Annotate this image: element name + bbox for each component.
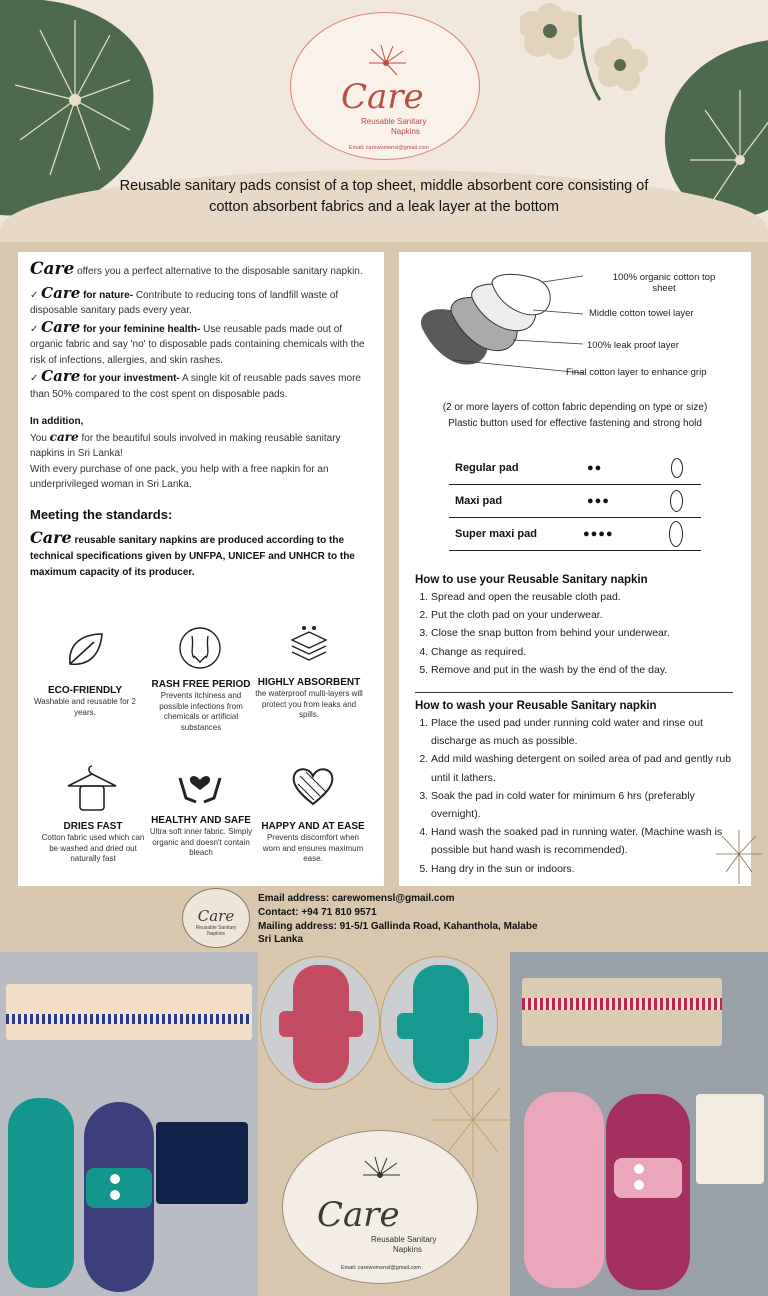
pad-name: Maxi pad (455, 495, 503, 507)
list-item: 4. Hand wash the soaked pad in running water. (Machine wash is possible but hand wash is recommended). (431, 823, 747, 859)
list-item: 1. Spread and open the reusable cloth pad. (431, 588, 737, 606)
addition-text-1: for the beautiful souls involved in making reusable sanitary napkins in Sri Lanka! (30, 432, 341, 459)
wash-heading: How to wash your Reusable Sanitary napkin (415, 700, 657, 712)
feature-desc: Ultra soft inner fabric. Simply organic and doesn't contain bleach (149, 827, 253, 857)
snap-button (110, 1190, 120, 1200)
standards-body: reusable sanitary napkins are produced according to the technical specifications given by UNFPA, UNICEF and UNHCR to the maximum capacity of its producer. (30, 535, 355, 578)
pad-shape-icon (670, 490, 683, 512)
benefit-item: ✓ Care for your feminine health- Use reusable pads made out of organic fabric and say 'no' to disposable pads containing chemicals with the risk of infections, allergies, and skin rashes. (30, 317, 365, 366)
feature-title: RASH FREE PERIOD (151, 679, 251, 690)
heart-icon (290, 764, 336, 806)
how-to-wash-section (415, 700, 747, 878)
feature-desc: the waterproof multi-layers will protect you from leaks and spills. (255, 689, 363, 719)
pad-drops: ●●●● (583, 528, 614, 540)
feature-eco-friendly (30, 684, 140, 718)
pad-name: Regular pad (455, 462, 519, 474)
feature-title: HEALTHY AND SAFE (151, 815, 251, 826)
addition-text (30, 430, 370, 462)
product-photo-left (0, 952, 258, 1296)
benefit-title: for your feminine health- (83, 323, 201, 335)
feature-healthy-safe (146, 814, 256, 859)
layer-top-sheet: 100% organic cotton top sheet (612, 272, 716, 294)
wash-steps (415, 714, 747, 878)
snap-button (634, 1164, 644, 1174)
feature-title: HIGHLY ABSORBENT (257, 677, 361, 688)
bottom-brand-tagline-2: Napkins (393, 1245, 422, 1254)
divider (415, 692, 733, 693)
pad-wings-image (614, 1158, 682, 1198)
feature-dries-fast (38, 820, 148, 865)
benefit-text: Use reusable pads made out of organic fabric and say 'no' to disposable pads containing chemicals with the risk of infections, allergies, and skin rashes. (30, 323, 365, 366)
benefit-item: ✓ Care for your investment- A single kit of reusable pads saves more than 50% compared to the cost spent on disposable pads. (30, 367, 361, 400)
contact-country: Sri Lanka (258, 934, 304, 946)
brand-email: Email: carewomensl@gmail.com (349, 145, 429, 151)
product-photo-oval-pink (260, 956, 380, 1090)
list-item: 3. Soak the pad in cold water for minimum 6 hrs (preferably overnight). (431, 787, 747, 823)
addition-text-2: With every purchase of one pack, you help with a free napkin for an underprivileged woman in Sri Lanka. (30, 463, 329, 490)
layers-note-1: (2 or more layers of cotton fabric depending on type or size) (442, 402, 708, 413)
feature-title: ECO-FRIENDLY (47, 685, 123, 696)
brand-tagline-line1: Reusable Sanitary (361, 117, 427, 126)
feature-desc: Cotton fabric used which can be washed and dried out naturally fast (41, 833, 145, 863)
feature-title: DRIES FAST (63, 821, 123, 832)
care-word: Care (41, 317, 81, 336)
list-item: 4. Change as required. (431, 643, 737, 661)
care-word: Care (41, 283, 81, 302)
contact-email: Email address: carewomensl@gmail.com (258, 893, 455, 904)
addition-you: You (30, 432, 47, 444)
intro-text: Reusable sanitary pads consist of a top sheet, middle absorbent core consisting of cotton absorbent fabrics and a leak layer at the bottom (119, 178, 649, 215)
standards-heading: Meeting the standards: (30, 506, 173, 522)
pad-shape-icon (669, 521, 683, 547)
heart-hands-icon (176, 764, 224, 804)
pad-light-pink-image (524, 1092, 604, 1288)
pad-drops: ●● (587, 462, 603, 474)
benefit-text: A single kit of reusable pads saves more than 50% compared to the cost spent on disposable pads. (30, 373, 361, 400)
hero-banner (0, 0, 768, 242)
pouch-gingham-band (522, 998, 722, 1010)
snap-button (634, 1180, 644, 1190)
pad-teal-wings (397, 1013, 483, 1039)
snap-button (110, 1174, 120, 1184)
feature-rash-free (146, 678, 256, 733)
brand-tagline-line2: Napkins (391, 127, 420, 136)
use-steps (415, 588, 737, 679)
hanger-icon (64, 762, 120, 814)
pad-layers-diagram-icon (413, 270, 583, 380)
benefit-list (30, 283, 370, 403)
pad-name: Super maxi pad (455, 528, 537, 540)
use-heading: How to use your Reusable Sanitary napkin (415, 574, 648, 586)
table-row (449, 452, 701, 485)
feature-desc: Prevents discomfort when worn and ensures maximum ease. (262, 833, 364, 863)
pouch-gingham-band (6, 1014, 252, 1024)
feature-desc: Washable and reusable for 2 years. (34, 697, 136, 717)
contact-logo-name: Care (197, 907, 235, 925)
contact-phone: Contact: +94 71 810 9571 (258, 906, 377, 918)
benefit-text: Contribute to reducing tons of landfill waste of disposable sanitary pads every year. (30, 289, 339, 316)
product-photo-right (510, 952, 768, 1296)
list-item: 5. Hang dry in the sun or indoors. (431, 860, 747, 878)
list-item: 1. Place the used pad under running cold water and rinse out discharge as much as possible. (431, 714, 747, 750)
standards-text (30, 530, 370, 581)
layer-middle: Middle cotton towel layer (589, 308, 694, 319)
cotton-bag-image (696, 1094, 764, 1184)
pad-teal-image (8, 1098, 74, 1288)
table-row (449, 485, 701, 518)
bottom-brand-email: Email: carewomensl@gmail.com (341, 1265, 421, 1271)
table-row (449, 518, 701, 551)
layer-grip: Final cotton layer to enhance grip (566, 367, 707, 378)
brand-name: Care (341, 77, 424, 117)
pad-shape-icon (671, 458, 683, 478)
dandelion-decoration-icon (712, 826, 766, 886)
contact-logo (182, 888, 250, 948)
care-word: Care (41, 367, 81, 385)
body-silhouette-icon (178, 626, 222, 670)
bottom-brand-logo (282, 1130, 478, 1284)
list-item: 2. Put the cloth pad on your underwear. (431, 606, 737, 624)
bottom-brand-tagline-1: Reusable Sanitary (371, 1235, 437, 1244)
care-word: Care (30, 528, 72, 547)
contact-info (258, 892, 538, 947)
feature-highly-absorbent (254, 676, 364, 721)
brand-logo (290, 12, 480, 160)
instructions-card (399, 252, 751, 886)
pouch-image (6, 984, 252, 1040)
contact-mailing-address: Mailing address: 91-5/1 Gallinda Road, Kahanthola, Malabe (258, 920, 538, 932)
benefit-item: ✓ Care for nature- Contribute to reducing tons of landfill waste of disposable sanitary pads every year. (30, 283, 339, 316)
list-item: 2. Add mild washing detergent on soiled area of pad and gently rub until it lathers. (431, 750, 747, 786)
pad-pink-wings (279, 1011, 363, 1037)
feature-happy-at-ease (258, 820, 368, 865)
wet-bag-image (156, 1122, 248, 1204)
contact-logo-tagline: Reusable Sanitary (195, 925, 237, 931)
pouch-image (522, 978, 722, 1046)
list-item: 3. Close the snap button from behind your underwear. (431, 624, 737, 642)
pad-drops: ●●● (587, 495, 610, 507)
dandelion-icon (345, 1153, 415, 1197)
pad-types-table (449, 452, 701, 551)
benefit-title: for your investment- (83, 373, 180, 384)
layer-leak-proof: 100% leak proof layer (587, 340, 679, 351)
layers-note-2: Plastic button used for effective fastening and strong hold (448, 418, 702, 429)
absorbent-layers-icon (286, 624, 332, 664)
addition-care-word: care (49, 429, 79, 444)
care-brand-word: Care (30, 259, 75, 279)
benefits-card (18, 252, 384, 886)
list-item: 5. Remove and put in the wash by the end of the day. (431, 661, 737, 679)
addition-heading: In addition, (30, 416, 84, 427)
contact-logo-tagline2: Napkins (206, 931, 226, 937)
feature-title: HAPPY AND AT EASE (261, 821, 365, 832)
feature-desc: Prevents itchiness and possible infections from chemicals or artificial substances (159, 691, 243, 732)
offer-text: offers you a perfect alternative to the disposable sanitary napkin. (77, 266, 363, 277)
benefit-title: for nature- (83, 289, 134, 301)
bottom-brand-name: Care (317, 1195, 400, 1235)
pad-wings-image (86, 1168, 152, 1208)
how-to-use-section (415, 574, 737, 679)
leaf-icon (64, 630, 106, 670)
